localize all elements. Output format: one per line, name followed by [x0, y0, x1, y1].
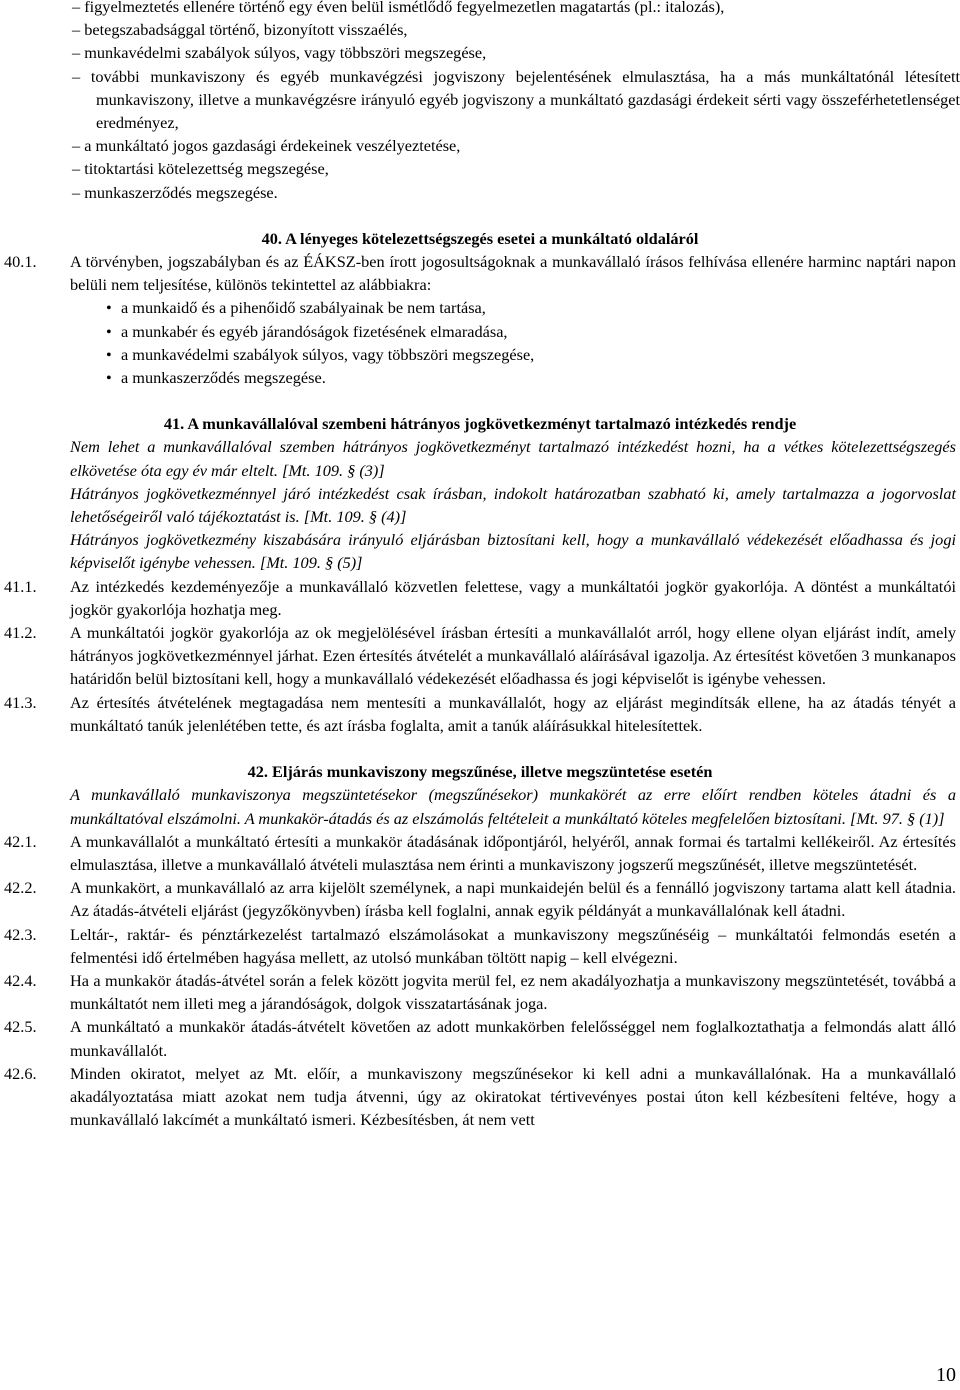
list-item	[0, 296, 960, 319]
list-item-text: munkaszerződés megszegése.	[84, 182, 278, 202]
list-item	[0, 181, 960, 204]
bullet-icon: •	[106, 298, 112, 318]
numbered-paragraph	[0, 830, 960, 876]
paragraph-text: Leltár-, raktár- és pénztárkezelést tartalmazó elszámolásokat a munkaviszony megszűnéséig – munkáltatói felmondás esetén a felmentési idő értelmében hagyása mellett, az utolsó munkában töltött napig – kell elvégezni.	[70, 924, 956, 967]
section-intro	[0, 783, 960, 829]
paragraph-number: 42.1.	[4, 831, 37, 851]
paragraph-number: 41.3.	[4, 692, 37, 712]
list-item	[0, 18, 960, 41]
paragraph-text: A munkavállalót a munkáltató értesíti a munkakör átadásának időpontjáról, helyéről, annak formai és tartalmi kellékeiről. Az értesítés elmulasztása, illetve a munkavállaló átvételi mulasztása nem érinti a munkaviszony jogszerű megszűnését, illetve megszüntetését.	[70, 831, 956, 874]
list-item	[0, 343, 960, 366]
bullet-icon: •	[106, 344, 112, 364]
list-item-text: a munkabér és egyéb járandóságok fizetésének elmaradása,	[121, 321, 508, 341]
section-heading-42: 42. Eljárás munkaviszony megszűnése, illetve megszüntetése esetén	[247, 762, 713, 782]
list-item	[0, 366, 960, 389]
paragraph-text: A munkakört, a munkavállaló az arra kijelölt személynek, a napi munkaidején belül és a fennálló jogviszony tartama alatt kell átadnia. Az átadás-átvételi eljárást (jegyzőkönyvben) írásba kell foglalni, annak egyik példányát a munkavállalónak kell átadni.	[70, 878, 956, 921]
paragraph-text: Az értesítés átvételének megtagadása nem mentesíti a munkavállalót, hogy az eljárást megindítsák ellene, ha az átadás tényét a munkáltató tanúk jelenlétében tette, és azt írásba foglalta, amit a tanúk aláírásukkal hitelesítettek.	[70, 692, 956, 735]
bullet-icon: •	[106, 321, 112, 341]
paragraph-text: A munkáltatói jogkör gyakorlója az ok megjelölésével írásban értesíti a munkavállalót arról, hogy ellene olyan eljárást indít, amely hátrányos jogkövetkezménnyel járhat. Ezen értesítés átvételét a munkavállaló aláírásával igazolja. Az értesítést követően 3 munkanapos határidőn belül biztosítani kell, hogy a munkavállaló védekezését előadhassa és jogi képviselőt is igénybe vehessen.	[70, 623, 956, 689]
paragraph-number: 42.5.	[4, 1017, 37, 1037]
dash-list	[0, 0, 960, 204]
list-item	[0, 157, 960, 180]
dash-mark: –	[72, 182, 81, 202]
list-item-text: titoktartási kötelezettség megszegése,	[84, 159, 329, 179]
list-item	[0, 65, 960, 135]
numbered-paragraph	[0, 250, 960, 296]
dash-mark: –	[72, 43, 81, 63]
dash-mark: –	[72, 20, 81, 40]
list-item-text: a munkavédelmi szabályok súlyos, vagy többszöri megszegése,	[121, 344, 535, 364]
list-item-text: a munkaszerződés megszegése.	[121, 368, 326, 388]
page-number: 10	[936, 1364, 956, 1386]
intro-paragraph: Nem lehet a munkavállalóval szemben hátrányos jogkövetkezményt tartalmazó intézkedést hozni, ha a vétkes kötelezettségszegés elkövetése óta egy év már eltelt. [Mt. 109. § (3)]	[70, 437, 956, 480]
list-item	[0, 134, 960, 157]
paragraph-number: 40.1.	[4, 252, 37, 272]
paragraph-number: 41.1.	[4, 576, 37, 596]
list-item-text: munkavédelmi szabályok súlyos, vagy többszöri megszegése,	[84, 43, 487, 63]
dash-mark: –	[72, 66, 81, 86]
list-item	[0, 0, 960, 18]
list-item-text: betegszabadsággal történő, bizonyított visszaélés,	[84, 20, 408, 40]
section-heading-41: 41. A munkavállalóval szembeni hátrányos jogkövetkezményt tartalmazó intézkedés rendje	[163, 414, 797, 434]
paragraph-text: Minden okiratot, melyet az Mt. előír, a munkaviszony megszűnésekor ki kell adni a munkavállalónak. Ha a munkavállaló akadályoztatása miatt azokat nem tudja átvenni, úgy az okiratokat tértivevényes postai úton kell kézbesíteni feltéve, hogy a munkavállaló lakcímét a munkáltató ismeri. Kézbesítésben, át nem vett	[70, 1063, 956, 1130]
numbered-paragraph	[0, 876, 960, 922]
list-item-text: a munkaidő és a pihenőidő szabályainak be nem tartása,	[121, 298, 486, 318]
paragraph-number: 41.2.	[4, 623, 37, 643]
intro-paragraph: Hátrányos jogkövetkezménnyel járó intézkedést csak írásban, indokolt határozatban szabható ki, amely tartalmazza a jogorvoslat lehetőségeiről való tájékoztatást is. [Mt. 109. § (4)]	[70, 483, 956, 527]
section-heading-40: 40. A lényeges kötelezettségszegés esetei a munkáltató oldaláról	[261, 228, 699, 248]
bullet-list	[0, 296, 960, 389]
paragraph-number: 42.6.	[4, 1063, 37, 1083]
numbered-paragraph	[0, 1062, 960, 1132]
bullet-icon: •	[106, 368, 112, 388]
list-item	[0, 320, 960, 343]
paragraph-text: Az intézkedés kezdeményezője a munkavállaló közvetlen felettese, vagy a munkáltatói jogkör gyakorlója. A döntést a munkáltatói jogkör gyakorlója hozhatja meg.	[70, 576, 956, 619]
numbered-paragraph	[0, 923, 960, 969]
paragraph-number: 42.2.	[4, 878, 37, 898]
intro-paragraph: A munkavállaló munkaviszonya megszüntetésekor (megszűnésekor) munkakörét az erre előírt rendben köteles átadni és a munkáltatóval elszámolni. A munkakör-átadás és az elszámolás feltételeit a munkáltató köteles megfelelően biztosítani. [Mt. 97. § (1)]	[70, 785, 956, 828]
dash-mark: –	[72, 0, 81, 16]
list-item	[0, 41, 960, 64]
paragraph-text: A munkáltató a munkakör átadás-átvételt követően az adott munkakörben felelősséggel nem foglalkoztathatja a felmondás alatt álló munkavállalót.	[70, 1017, 956, 1060]
paragraph-number: 42.4.	[4, 970, 37, 990]
numbered-paragraph	[0, 575, 960, 621]
numbered-paragraph	[0, 969, 960, 1015]
section-intro	[0, 435, 960, 574]
list-item-text: a munkáltató jogos gazdasági érdekeinek veszélyeztetése,	[84, 136, 461, 156]
numbered-paragraph	[0, 691, 960, 737]
paragraph-text: Ha a munkakör átadás-átvétel során a felek között jogvita merül fel, ez nem akadályozhatja a munkaviszony megszüntetését, továbbá a munkáltatót nem illeti meg a járandóságok, dolgok visszatartásának joga.	[70, 970, 956, 1014]
dash-mark: –	[72, 136, 81, 156]
paragraph-number: 42.3.	[4, 924, 37, 944]
dash-mark: –	[72, 159, 81, 179]
intro-paragraph: Hátrányos jogkövetkezmény kiszabására irányuló eljárásban biztosítani kell, hogy a munkavállaló védekezését előadhassa és jogi képviselőt igénybe vehessen. [Mt. 109. § (5)]	[70, 530, 956, 573]
list-item-text: figyelmeztetés ellenére történő egy éven belül ismétlődő fegyelmezetlen magatartás (pl.: italozás),	[84, 0, 725, 16]
list-item-text: további munkaviszony és egyéb munkavégzési jogviszony bejelentésének elmulasztása, ha a más munkáltatónál létesített munkaviszony, illetve a munkavégzésre irányuló egyéb jogviszony a munkáltató gazdasági érdekeit sérti vagy összeférhetetlenséget eredményez,	[90, 66, 960, 133]
numbered-paragraph	[0, 621, 960, 691]
numbered-paragraph	[0, 1015, 960, 1061]
paragraph-text: A törvényben, jogszabályban és az ÉÁKSZ-ben írott jogosultságoknak a munkavállaló írásos felhívása ellenére harminc naptári napon belüli nem teljesítése, különös tekintettel az alábbiakra:	[70, 252, 956, 295]
